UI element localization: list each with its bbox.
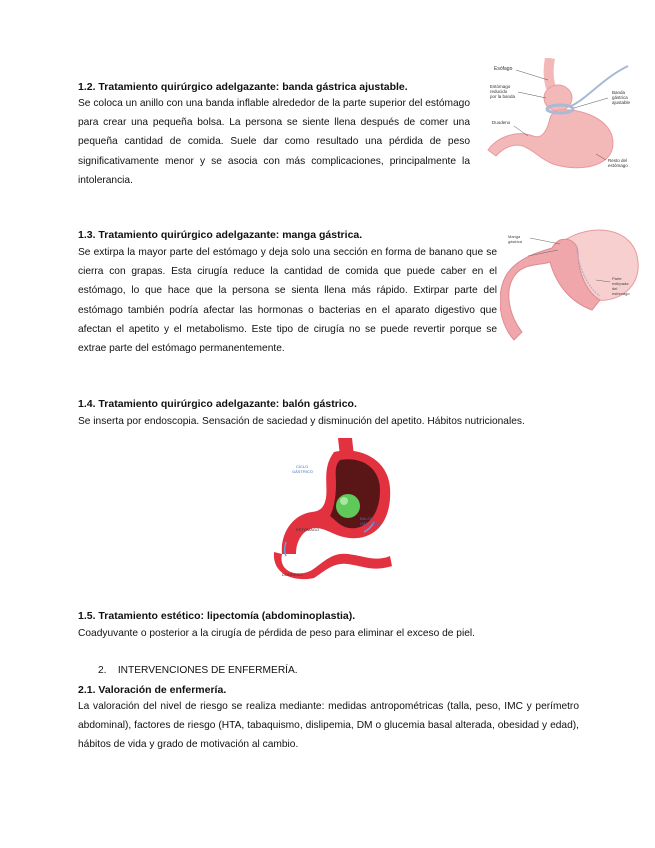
section-heading-2-1: 2.1. Valoración de enfermería.	[78, 684, 227, 696]
section-heading-1-3: 1.3. Tratamiento quirúrgico adelgazante: manga gástrica.	[78, 229, 363, 241]
section-heading-1-5: 1.5. Tratamiento estético: lipectomía (abdominoplastia).	[78, 610, 356, 622]
label-manga-gastrica: Manga gástrica	[508, 234, 523, 244]
label-esofago: Esófago	[494, 66, 513, 72]
label-duodeno: Duodeno	[492, 120, 511, 125]
section-body-1-4: Se inserta por endoscopia. Sensación de saciedad y disminución del apetito. Hábitos nutricionales.	[78, 416, 525, 427]
label-duodeno-balloon: DUODENO	[282, 572, 303, 577]
label-balon-gastrico: BALÓN GÁSTRICO	[360, 516, 381, 526]
section-heading-2: 2. INTERVENCIONES DE ENFERMERÍA.	[98, 665, 298, 676]
gastric-sleeve-figure	[500, 222, 642, 358]
label-estomago: ESTÓMAGO	[296, 527, 320, 532]
label-resto-estomago: Resto del estómago	[608, 158, 628, 168]
label-estomago-reducido: Estómago reducido por la banda	[490, 84, 516, 99]
section-body-2-1: La valoración del nivel de riesgo se realiza mediante: medidas antropométricas (talla, peso, IMC y perímetro abdominal), factores de riesgo (HTA, tabaquismo, dislipemia, DM o glucemia basal alterada, obesidad y edad), hábitos de vida y grado de motivación al cambio.	[78, 701, 579, 751]
section-heading-1-4: 1.4. Tratamiento quirúrgico adelgazante: balón gástrico.	[78, 398, 357, 410]
section-heading-1-2: 1.2. Tratamiento quirúrgico adelgazante: banda gástrica ajustable.	[78, 81, 408, 93]
esophagus-shape	[549, 58, 551, 88]
gastric-balloon-figure	[268, 438, 398, 580]
section-body-1-3: Se extirpa la mayor parte del estómago y deja solo una sección en forma de banano que se cierra con grapas. Esta cirugía reduce la cantidad de comida que puede caber en el estómago, lo que hace que la persona se sienta llena más rápido. Extirpar parte del estómago también podría afectar las hormonas o bacterias en el aparato digestivo que afectan el apetito y el metabolismo. Este tipo de cirugía no se puede revertir porque se extrae parte del estómago permanentemente.	[78, 247, 497, 355]
section-body-1-5: Coadyuvante o posterior a la cirugía de pérdida de peso para eliminar el exceso de piel.	[78, 628, 475, 639]
balloon-sphere	[336, 494, 360, 518]
section-body-1-2: Se coloca un anillo con una banda inflable alrededor de la parte superior del estómago para crear una pequeña bolsa. La persona se siente llena después de comer una pequeña cantidad de comida. Suele dar como resultado una pérdida de peso significativamente menor y se asocia con más complicaciones, principalmente la intolerancia.	[78, 98, 470, 186]
label-ciclo-gastrico: CICLO GÁSTRICO	[292, 464, 313, 474]
label-parte-extirpada: Parte extirpada del estómago	[612, 276, 630, 296]
lower-stomach-shape	[488, 110, 613, 168]
label-banda-gastrica: Banda gástrica ajustable	[612, 90, 631, 105]
gastric-band-figure	[478, 58, 638, 176]
